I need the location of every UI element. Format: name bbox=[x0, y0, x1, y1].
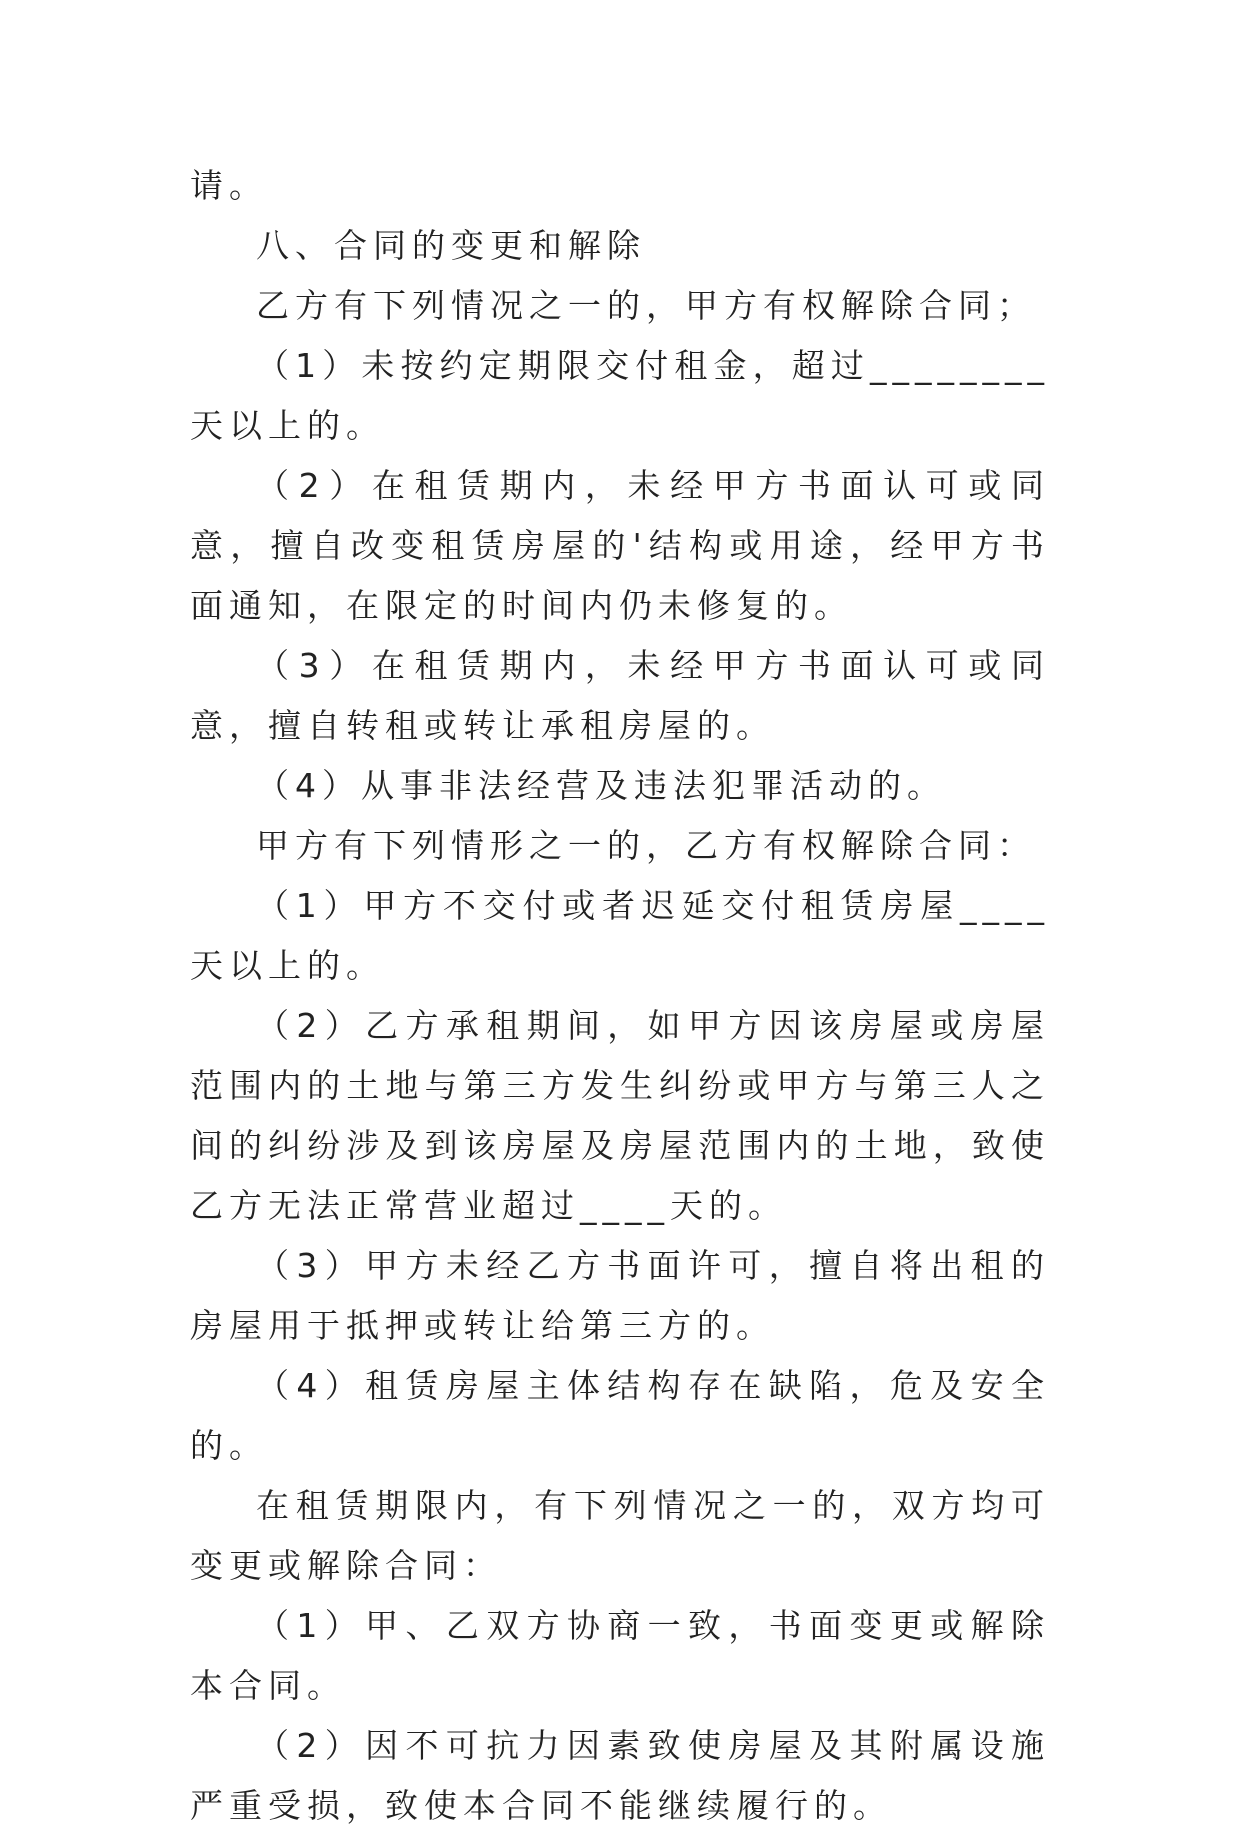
list-item: （2）因不可抗力因素致使房屋及其附属设施严重受损，致使本合同不能继续履行的。 bbox=[190, 1726, 1050, 1825]
paragraph: 在租赁期限内，有下列情况之一的，双方均可变更或解除合同： bbox=[190, 1486, 1050, 1585]
list-item: （2）在租赁期内，未经甲方书面认可或同意，擅自改变租赁房屋的'结构或用途，经甲方书面通知，在限定的时间内仍未修复的。 bbox=[190, 466, 1050, 625]
document-body bbox=[190, 156, 1050, 1836]
paragraph: 乙方有下列情况之一的，甲方有权解除合同； bbox=[256, 286, 1036, 325]
list-item: （3）在租赁期内，未经甲方书面认可或同意，擅自转租或转让承租房屋的。 bbox=[190, 646, 1050, 745]
list-item: （1）未按约定期限交付租金，超过________天以上的。 bbox=[190, 346, 1050, 445]
list-item: （1）甲、乙双方协商一致，书面变更或解除本合同。 bbox=[190, 1606, 1050, 1705]
list-item: （1）甲方不交付或者迟延交付租赁房屋____天以上的。 bbox=[190, 886, 1050, 985]
list-item: （4）租赁房屋主体结构存在缺陷，危及安全的。 bbox=[190, 1366, 1050, 1465]
section-heading: 八、合同的变更和解除 bbox=[256, 226, 646, 265]
paragraph-continuation: 请。 bbox=[190, 166, 268, 205]
list-item: （3）甲方未经乙方书面许可，擅自将出租的房屋用于抵押或转让给第三方的。 bbox=[190, 1246, 1050, 1345]
list-item: （4）从事非法经营及违法犯罪活动的。 bbox=[256, 766, 946, 805]
paragraph: 甲方有下列情形之一的，乙方有权解除合同： bbox=[256, 826, 1036, 865]
list-item: （2）乙方承租期间，如甲方因该房屋或房屋范围内的土地与第三方发生纠纷或甲方与第三人之间的纠纷涉及到该房屋及房屋范围内的土地，致使乙方无法正常营业超过____天的。 bbox=[190, 1006, 1050, 1225]
